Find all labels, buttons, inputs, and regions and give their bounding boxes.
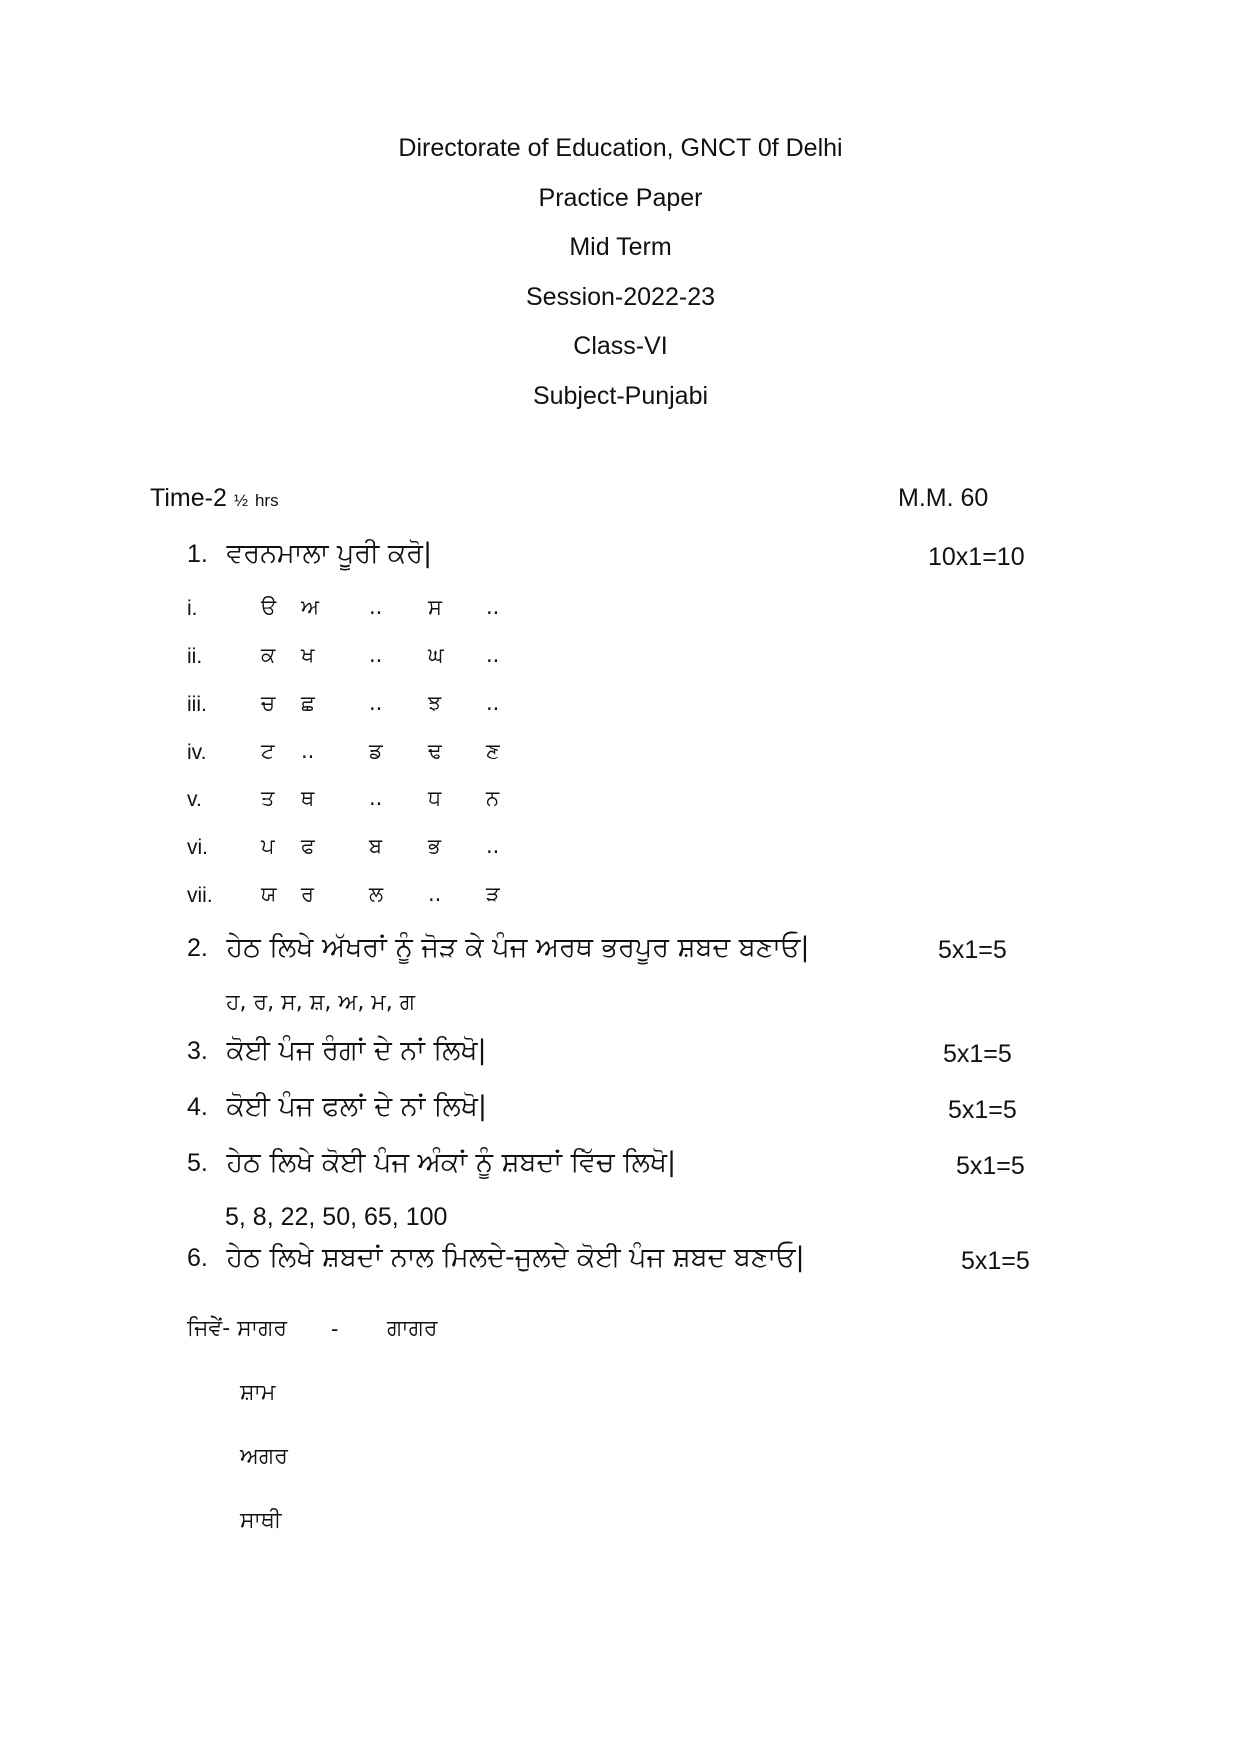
word-item: ਸਾਥੀ — [240, 1508, 282, 1533]
gurmukhi-letter: ਭ — [428, 834, 441, 858]
header-session: Session-2022-23 — [525, 283, 715, 311]
max-marks: M.M. 60 — [898, 484, 989, 512]
gurmukhi-letter: ਕ — [261, 643, 276, 667]
blank-placeholder: .. — [301, 739, 315, 763]
blank-placeholder: .. — [369, 643, 383, 667]
question-4 — [187, 1091, 487, 1123]
number-list: 5, 8, 22, 50, 65, 100 — [225, 1203, 448, 1231]
gurmukhi-letter: ਬ — [369, 834, 383, 858]
gurmukhi-letter: ਟ — [261, 739, 275, 763]
gurmukhi-letter: ਰ — [301, 882, 315, 906]
blank-placeholder: .. — [486, 595, 500, 619]
question-5-marks: 5x1=5 — [956, 1152, 1025, 1180]
gurmukhi-letter: ਘ — [428, 643, 444, 667]
question-text: ਕੋਈ ਪੰਜ ਫਲਾਂ ਦੇ ਨਾਂ ਲਿਖੋ| — [226, 1091, 487, 1122]
gurmukhi-letter: ਤ — [261, 786, 275, 810]
gurmukhi-letter: ਯ — [261, 882, 277, 906]
question-6 — [187, 1242, 805, 1274]
gurmukhi-letter: ਫ — [301, 834, 315, 858]
question-1-marks: 10x1=10 — [928, 543, 1025, 571]
example-label: ਜਿਵੇਂ- ਸਾਗਰ — [187, 1316, 288, 1341]
time-half: ½ — [233, 491, 248, 510]
question-number: 3. — [187, 1037, 208, 1065]
blank-placeholder: .. — [369, 786, 383, 810]
gurmukhi-letter: ਧ — [428, 786, 442, 810]
gurmukhi-letter: ਛ — [301, 691, 315, 715]
row-numeral: iv. — [187, 741, 207, 764]
question-2-marks: 5x1=5 — [938, 936, 1007, 964]
question-number: 6. — [187, 1244, 208, 1272]
gurmukhi-letter: ਸ — [428, 595, 442, 619]
gurmukhi-letter: ਥ — [301, 786, 315, 810]
gurmukhi-letter: ਝ — [428, 691, 442, 715]
gurmukhi-letter: ਲ — [369, 882, 384, 906]
gurmukhi-letter: ਅ — [301, 595, 320, 619]
blank-placeholder: .. — [369, 595, 383, 619]
word-item: ਅਗਰ — [240, 1444, 288, 1469]
row-numeral: v. — [187, 788, 202, 811]
gurmukhi-letter: ਣ — [486, 739, 500, 763]
gurmukhi-letter: ੜ — [486, 882, 500, 906]
question-5 — [187, 1147, 676, 1179]
question-6-marks: 5x1=5 — [961, 1247, 1030, 1275]
letter-list: ਹ, ਰ, ਸ, ਸ਼, ਅ, ਮ, ਗ — [226, 990, 416, 1015]
blank-placeholder: .. — [486, 834, 500, 858]
question-number: 2. — [187, 934, 208, 962]
question-text: ਹੇਠ ਲਿਖੇ ਸ਼ਬਦਾਂ ਨਾਲ ਮਿਲਦੇ-ਜੁਲਦੇ ਕੋਈ ਪੰਜ ਸ਼ਬਦ ਬਣਾਓ| — [226, 1242, 805, 1273]
row-numeral: iii. — [187, 693, 207, 716]
question-number: 1. — [187, 540, 208, 568]
question-1 — [187, 538, 432, 570]
question-3 — [187, 1035, 487, 1067]
header-paper-type: Practice Paper — [538, 184, 703, 212]
gurmukhi-letter: ਡ — [369, 739, 383, 763]
row-numeral: ii. — [187, 645, 203, 668]
question-2 — [187, 932, 809, 964]
gurmukhi-letter: ਢ — [428, 739, 442, 763]
time-unit: hrs — [254, 491, 279, 510]
gurmukhi-letter: ੳ — [261, 595, 277, 619]
header-directorate: Directorate of Education, GNCT 0f Delhi — [398, 134, 843, 162]
gurmukhi-letter: ਚ — [261, 691, 276, 715]
row-numeral: vi. — [187, 836, 208, 859]
row-numeral: vii. — [187, 884, 213, 907]
blank-placeholder: .. — [486, 691, 500, 715]
header-subject: Subject-Punjabi — [532, 382, 709, 410]
time-allowed — [150, 484, 279, 513]
row-numeral: i. — [187, 597, 198, 620]
example-answer: ਗਾਗਰ — [387, 1316, 438, 1341]
word-item: ਸ਼ਾਮ — [240, 1380, 276, 1405]
header-class: Class-VI — [573, 332, 668, 360]
header-term: Mid Term — [569, 233, 672, 261]
question-number: 5. — [187, 1149, 208, 1177]
question-text: ਹੇਠ ਲਿਖੇ ਕੋਈ ਪੰਜ ਅੰਕਾਂ ਨੂੰ ਸ਼ਬਦਾਂ ਵਿੱਚ ਲਿਖੋ| — [226, 1147, 677, 1178]
example-dash: - — [331, 1316, 339, 1341]
gurmukhi-letter: ਖ — [301, 643, 315, 667]
question-text: ਵਰਨਮਾਲਾ ਪੂਰੀ ਕਰੋ| — [226, 538, 433, 569]
blank-placeholder: .. — [369, 691, 383, 715]
gurmukhi-letter: ਪ — [261, 834, 275, 858]
question-3-marks: 5x1=5 — [943, 1040, 1012, 1068]
time-label: Time-2 — [150, 484, 227, 512]
gurmukhi-letter: ਨ — [486, 786, 500, 810]
question-number: 4. — [187, 1093, 208, 1121]
blank-placeholder: .. — [428, 882, 442, 906]
question-4-marks: 5x1=5 — [948, 1096, 1017, 1124]
question-text: ਹੇਠ ਲਿਖੇ ਅੱਖਰਾਂ ਨੂੰ ਜੋੜ ਕੇ ਪੰਜ ਅਰਥ ਭਰਪੂਰ ਸ਼ਬਦ ਬਣਾਓ| — [226, 932, 810, 963]
blank-placeholder: .. — [486, 643, 500, 667]
question-text: ਕੋਈ ਪੰਜ ਰੰਗਾਂ ਦੇ ਨਾਂ ਲਿਖੋ| — [226, 1035, 487, 1066]
